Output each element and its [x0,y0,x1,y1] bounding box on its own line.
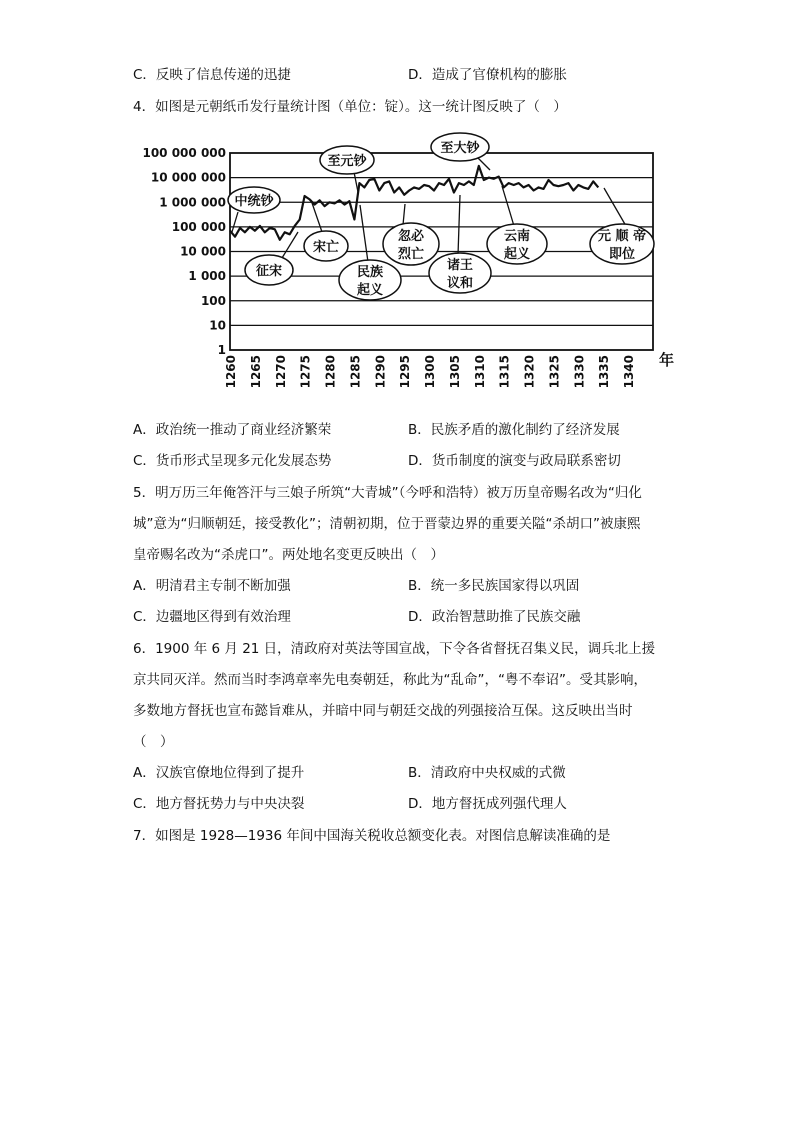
x-tick-label: 1295 [398,355,413,389]
x-tick-label: 1265 [248,355,263,389]
q5-stem-line2: 城”意为“归顺朝廷，接受教化”；清朝初期，位于晋蒙边界的重要关隘“杀胡口”被康熙 [133,516,641,532]
q5-option-d: D．政治智慧助推了民族交融 [408,609,581,625]
svg-text:民族: 民族 [356,265,384,280]
x-tick-label: 1340 [622,355,637,389]
svg-text:起义: 起义 [503,247,531,262]
svg-text:烈亡: 烈亡 [397,247,425,262]
svg-text:议和: 议和 [446,276,474,291]
x-tick-label: 1290 [373,355,388,389]
q5-option-c: C．边疆地区得到有效治理 [133,609,291,625]
x-tick-label: 1275 [298,355,313,389]
svg-text:中统钞: 中统钞 [234,194,274,209]
x-tick-label: 1330 [572,355,587,389]
q6-stem-line1: 6．1900 年 6 月 21 日，清政府对英法等国宣战，下令各省督抚召集义民，调兵北上援 [133,641,656,657]
x-axis-label: 年 [659,351,675,369]
y-tick-label: 100 000 [171,219,226,234]
q4-option-b: B．民族矛盾的激化制约了经济发展 [408,422,620,438]
x-tick-label: 1305 [447,355,462,389]
x-tick-label: 1285 [348,355,363,389]
x-tick-label: 1325 [547,355,562,389]
y-tick-label: 10 000 [180,244,226,259]
y-tick-label: 10 000 000 [150,170,226,185]
q4-option-a: A．政治统一推动了商业经济繁荣 [133,422,332,438]
svg-text:诸王: 诸王 [446,258,474,273]
q3-option-d: D．造成了官僚机构的膨胀 [408,67,567,83]
svg-text:忽必: 忽必 [397,229,425,244]
x-tick-label: 1300 [423,355,438,389]
svg-text:至大钞: 至大钞 [440,141,480,156]
y-axis-ticks [142,146,226,357]
q6-option-a: A．汉族官僚地位得到了提升 [133,765,305,781]
x-tick-label: 1335 [597,355,612,389]
svg-text:至元钞: 至元钞 [327,154,367,169]
annotation-zhongtongchao [228,187,280,232]
y-tick-label: 1 [217,343,226,357]
annotation-songwang [304,200,348,261]
q6-stem-line3: 多数地方督抚也宣布懿旨难从，并暗中同与朝廷交战的列强接洽互保。这反映出当时 [133,703,633,719]
q4-option-c: C．货币形式呈现多元化发展态势 [133,453,332,469]
svg-text:宋亡: 宋亡 [312,240,340,255]
annotation-shundi [590,188,654,264]
annotation-hubilie [383,204,439,265]
annotation-zhidachao [431,133,490,170]
q5-stem-line1: 5．明万历三年俺答汗与三娘子所筑“大青城”（今呼和浩特）被万历皇帝赐名改为“归化 [133,485,642,501]
svg-text:起义: 起义 [356,283,384,298]
chart-annotations [228,133,654,300]
q7-stem: 7．如图是 1928—1936 年间中国海关税收总额变化表。对图信息解读准确的是 [133,828,611,844]
chart-grid [230,153,653,350]
q6-stem-line4: （ ） [133,734,174,750]
y-tick-label: 100 [200,293,226,308]
annotation-zhengsong [245,232,298,285]
q4-stem: 4．如图是元朝纸币发行量统计图（单位：锭）。这一统计图反映了（ ） [133,99,567,115]
svg-text:云南: 云南 [503,229,531,244]
y-tick-label: 10 [209,318,226,333]
y-tick-label: 1 000 000 [159,195,226,210]
q6-stem-line2: 京共同灭洋。然而当时李鸿章率先电奏朝廷，称此为“乱命”，“粤不奉诏”。受其影响， [133,672,647,688]
svg-text:即位: 即位 [608,247,636,262]
q6-option-b: B．清政府中央权威的式微 [408,765,566,781]
x-tick-label: 1280 [323,355,338,389]
q6-option-c: C．地方督抚势力与中央决裂 [133,796,305,812]
q4-option-d: D．货币制度的演变与政局联系密切 [408,453,621,469]
q3-option-c: C．反映了信息传递的迅捷 [133,67,291,83]
y-tick-label: 100 000 000 [142,146,226,160]
paper-money-chart [0,0,794,420]
q5-option-a: A．明清君主专制不断加强 [133,578,291,594]
y-tick-label: 1 000 [188,269,226,284]
x-tick-label: 1310 [472,355,487,389]
annotation-yunnan [487,186,547,264]
x-tick-label: 1260 [224,355,238,389]
svg-text:元 顺 帝: 元 顺 帝 [597,229,647,244]
x-axis-ticks [224,355,636,388]
svg-text:征宋: 征宋 [255,264,283,279]
q5-option-b: B．统一多民族国家得以巩固 [408,578,580,594]
x-tick-label: 1320 [522,355,537,389]
q5-stem-line3: 皇帝赐名改为“杀虎口”。两处地名变更反映出（ ） [133,547,444,563]
q6-option-d: D．地方督抚成列强代理人 [408,796,567,812]
x-tick-label: 1270 [273,355,288,389]
x-tick-label: 1315 [497,355,512,389]
